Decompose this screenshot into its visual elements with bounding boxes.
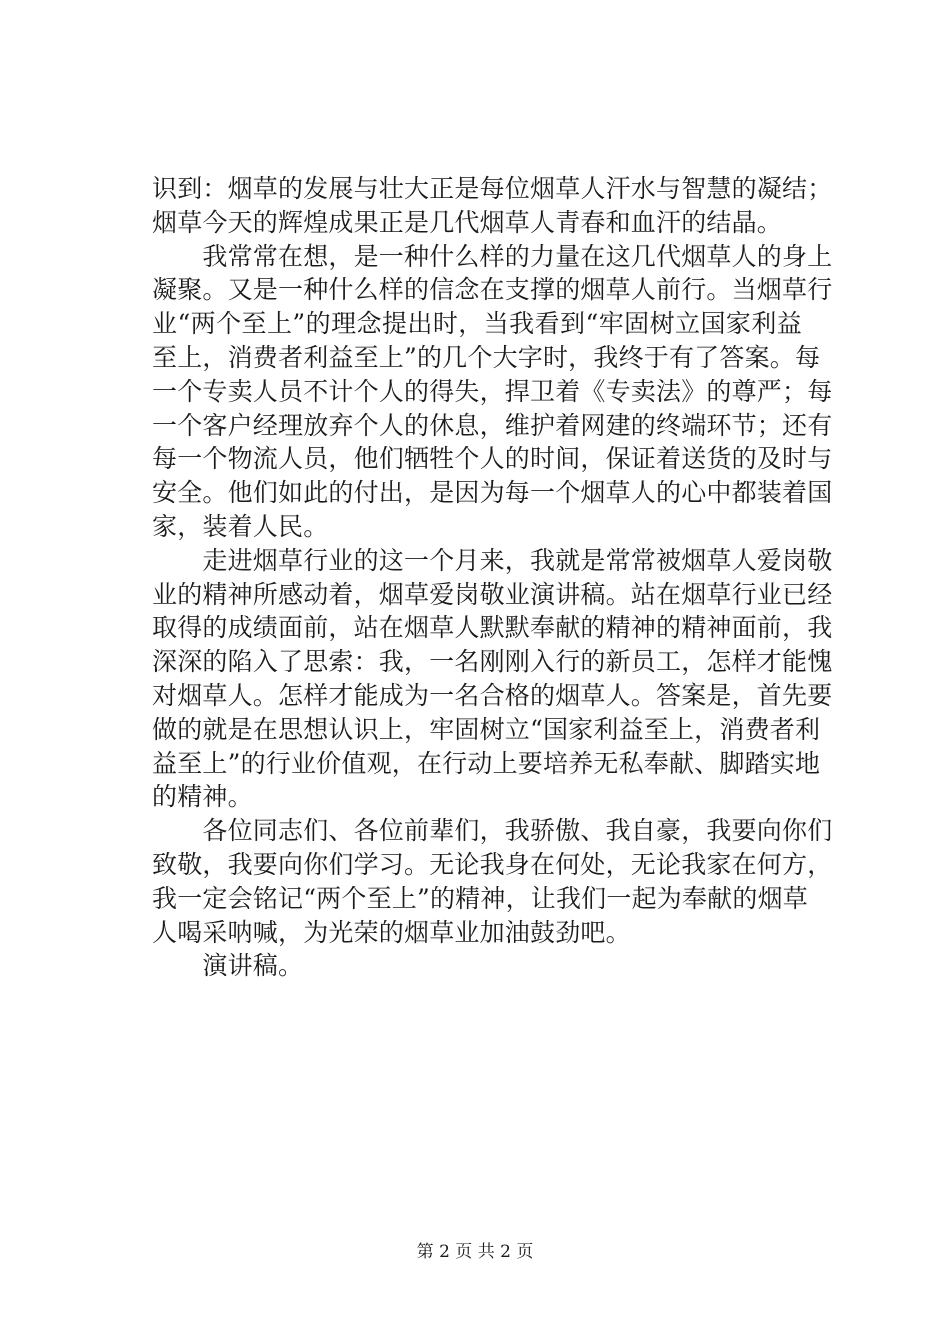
text-line: 做的就是在思想认识上，牢固树立“国家利益至上，消费者利 <box>152 714 821 744</box>
text-line: 我常常在想，是一种什么样的力量在这几代烟草人的身上 <box>152 241 833 271</box>
text-line: 深深的陷入了思索：我，一名刚刚入行的新员工，怎样才能愧 <box>152 647 833 677</box>
text-line: 每一个物流人员，他们牺牲个人的时间，保证着送货的及时与 <box>152 444 833 474</box>
text-line: 各位同志们、各位前辈们，我骄傲、我自豪，我要向你们 <box>152 816 833 846</box>
text-line: 一个专卖人员不计个人的得失，捍卫着《专卖法》的尊严；每 <box>152 376 833 406</box>
body-text <box>152 172 833 983</box>
text-line: 安全。他们如此的付出，是因为每一个烟草人的心中都装着国 <box>152 478 833 508</box>
text-line: 走进烟草行业的这一个月来，我就是常常被烟草人爱岗敬 <box>152 545 833 575</box>
text-line: 凝聚。又是一种什么样的信念在支撑的烟草人前行。当烟草行 <box>152 275 833 305</box>
text-line: 识到：烟草的发展与壮大正是每位烟草人汗水与智慧的凝结； <box>152 174 833 203</box>
text-line: 致敬，我要向你们学习。无论我身在何处，无论我家在何方， <box>152 849 833 879</box>
text-line: 演讲稿。 <box>152 951 304 981</box>
text-line: 一个客户经理放弃个人的休息，维护着网建的终端环节；还有 <box>152 410 833 440</box>
text-line: 取得的成绩面前，站在烟草人默默奉献的精神的精神面前，我 <box>152 613 833 643</box>
text-line: 人喝采呐喊，为光荣的烟草业加油鼓劲吧。 <box>152 917 631 947</box>
text-line: 烟草今天的辉煌成果正是几代烟草人青春和血汗的结晶。 <box>152 207 783 237</box>
text-line: 业“两个至上”的理念提出时，当我看到“牢固树立国家利益 <box>152 309 802 339</box>
page-number-label: 第 2 页 共 2 页 <box>416 1242 534 1262</box>
text-line: 的精神。 <box>152 782 253 812</box>
text-line: 至上，消费者利益至上”的几个大字时，我终于有了答案。每 <box>152 342 821 372</box>
page-footer <box>0 1240 950 1264</box>
text-line: 对烟草人。怎样才能成为一名合格的烟草人。答案是，首先要 <box>152 680 833 710</box>
text-line: 家，装着人民。 <box>152 511 329 541</box>
text-line: 业的精神所感动着，烟草爱岗敬业演讲稿。站在烟草行业已经 <box>152 579 833 609</box>
text-line: 益至上”的行业价值观，在行动上要培养无私奉献、脚踏实地 <box>152 748 821 778</box>
text-line: 我一定会铭记“两个至上”的精神，让我们一起为奉献的烟草 <box>152 883 808 913</box>
